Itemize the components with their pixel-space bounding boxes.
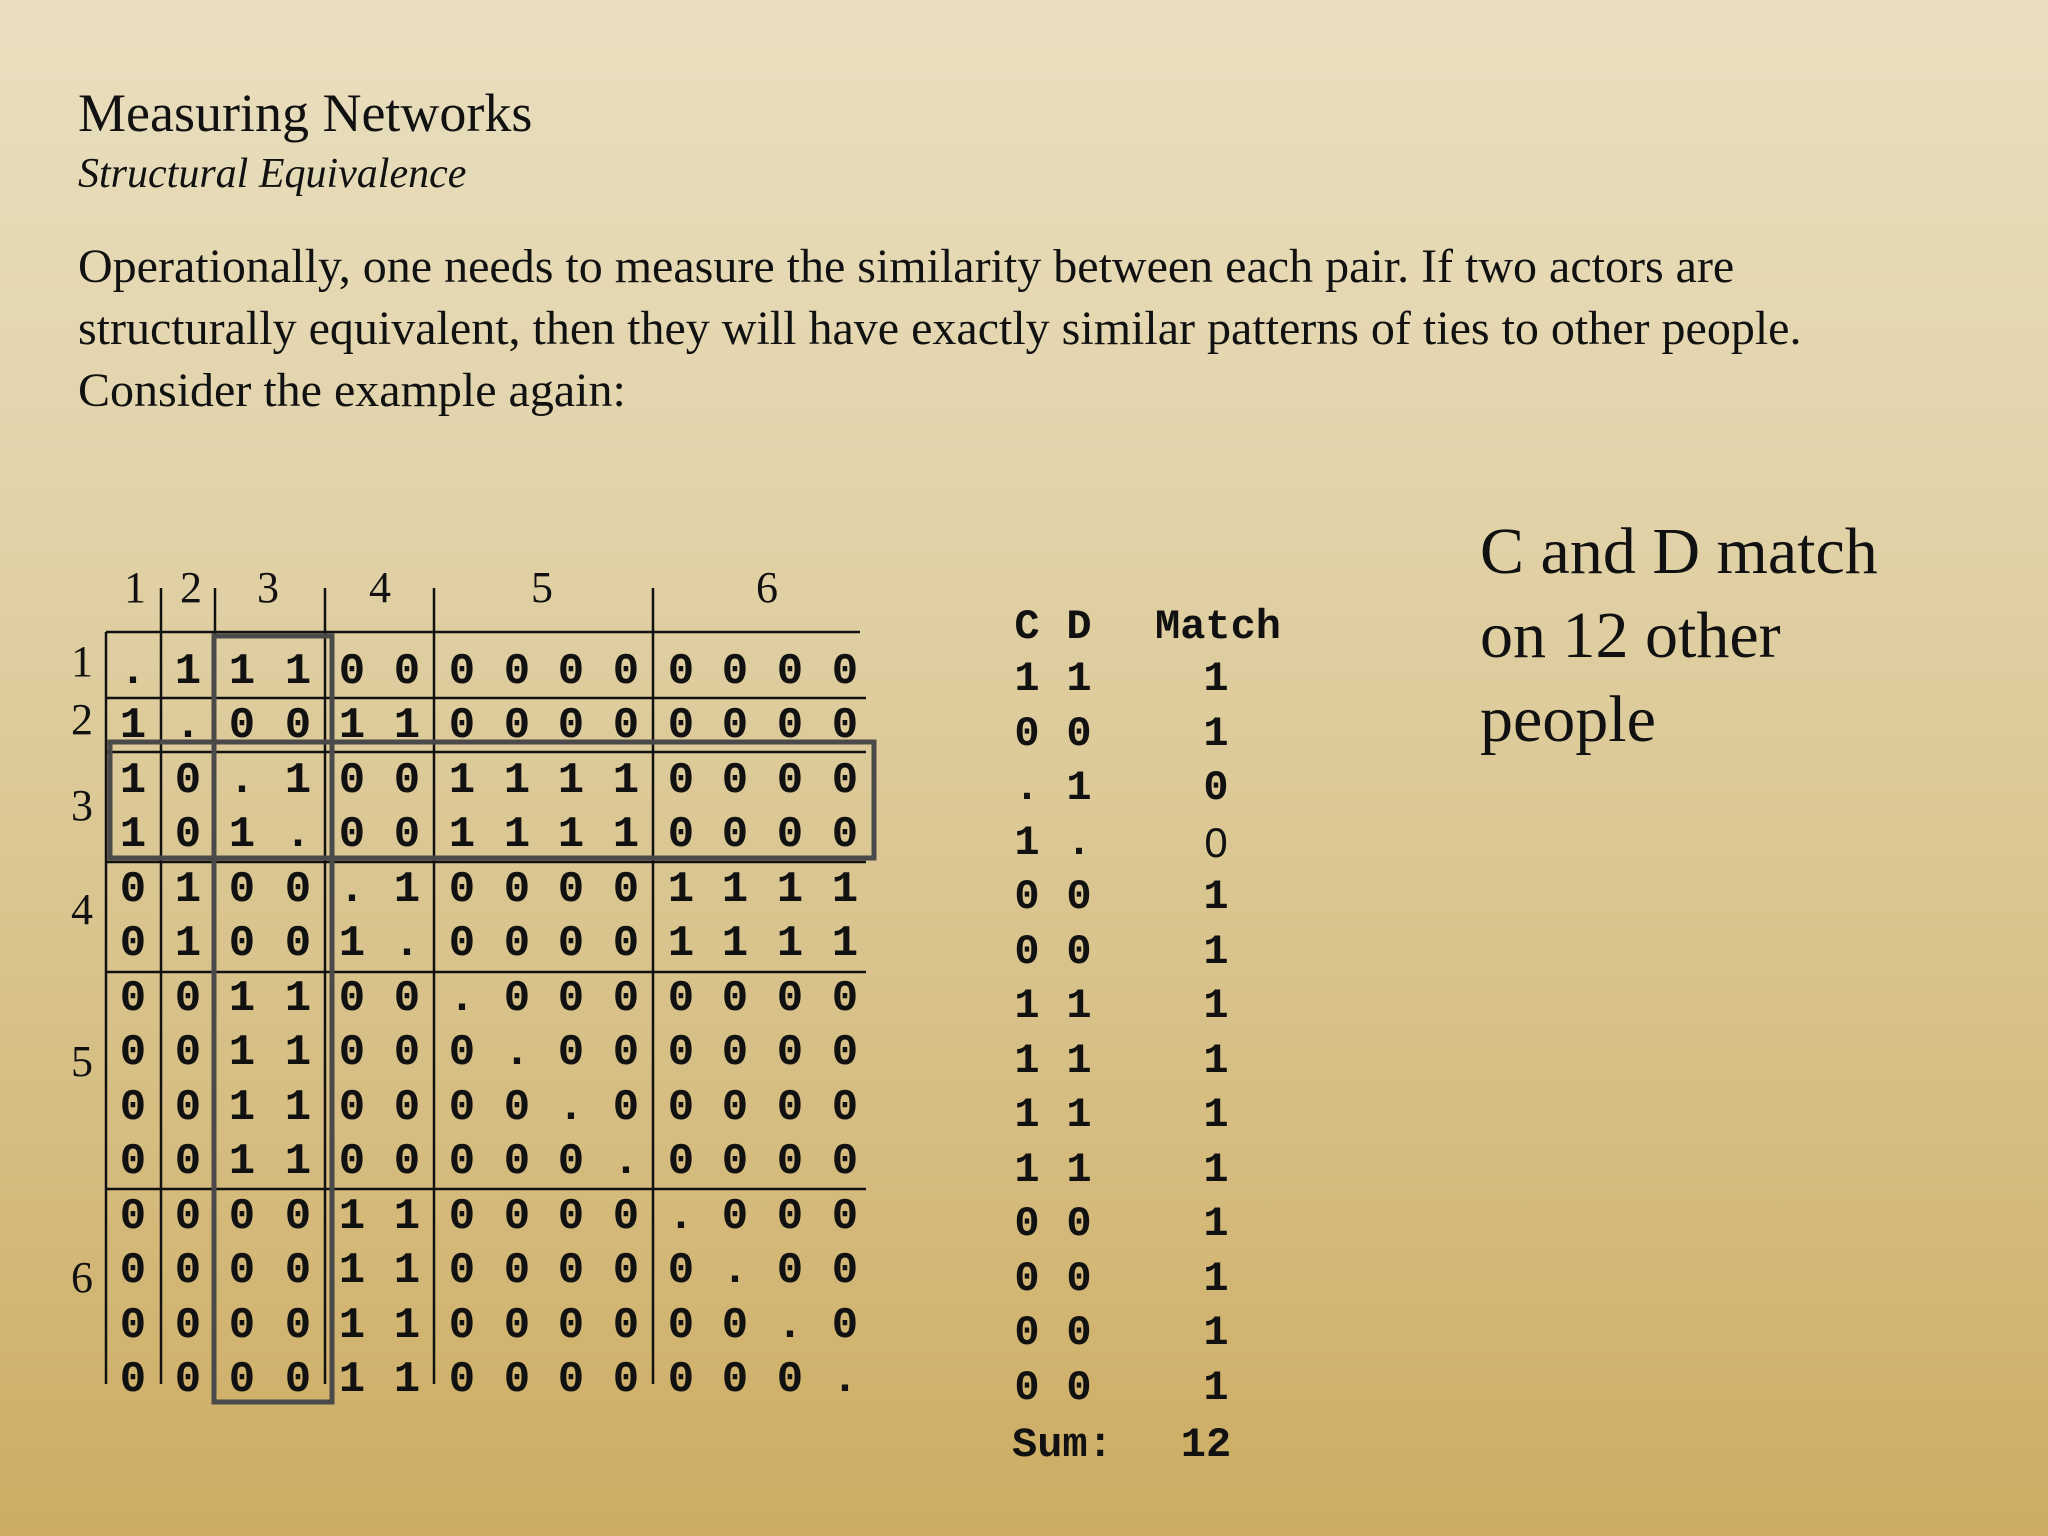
match-value: 1 <box>1203 873 1229 921</box>
match-value: 1 <box>1203 655 1229 703</box>
matrix-cell: . <box>776 1301 804 1351</box>
paragraph-line: structurally equivalent, then they will have exactly similar patterns of ties to other people. <box>78 302 1802 355</box>
matrix-cell: 1 <box>448 810 476 860</box>
slide-title: Measuring Networks <box>78 83 533 143</box>
matrix-cell: 0 <box>776 810 804 860</box>
matrix-cell: 0 <box>448 1028 476 1078</box>
matrix-cell: 0 <box>338 1083 366 1133</box>
matrix-cell: 0 <box>831 701 859 751</box>
matrix-cell: 1 <box>174 919 202 969</box>
matrix-cell: 0 <box>448 1355 476 1405</box>
slide-subtitle: Structural Equivalence <box>78 151 467 197</box>
matrix-cell: 0 <box>667 1137 695 1187</box>
matrix-cell: 0 <box>393 647 421 697</box>
matrix-cell: . <box>228 756 256 806</box>
header-d: D <box>1066 603 1092 651</box>
matrix-cell: 0 <box>557 1355 585 1405</box>
matrix-cell: 0 <box>119 919 147 969</box>
matrix-cell: 0 <box>174 1355 202 1405</box>
matrix-cell: 1 <box>119 756 147 806</box>
matrix-cell: 0 <box>667 974 695 1024</box>
row-group-number: 4 <box>71 885 93 934</box>
match-d-value: 1 <box>1066 1091 1092 1139</box>
matrix-cell: 0 <box>721 1083 749 1133</box>
matrix-cell: 0 <box>448 1083 476 1133</box>
matrix-cell: 0 <box>776 1192 804 1242</box>
matrix-cell: 1 <box>338 1301 366 1351</box>
match-value: 1 <box>1203 1200 1229 1248</box>
matrix-cell: 0 <box>393 1083 421 1133</box>
matrix-cell: 0 <box>503 701 531 751</box>
matrix-cell: 0 <box>284 701 312 751</box>
matrix-cell: 0 <box>557 919 585 969</box>
matrix-cell: . <box>119 647 147 697</box>
matrix-cell: 1 <box>721 865 749 915</box>
matrix-cell: 0 <box>393 974 421 1024</box>
match-d-value: 0 <box>1066 927 1092 976</box>
match-c-value: 0 <box>1014 873 1040 921</box>
match-c-value: 0 <box>1014 927 1040 976</box>
matrix-cell: 0 <box>174 1137 202 1187</box>
matrix-cell: 0 <box>174 1028 202 1078</box>
sum-label: Sum: <box>1012 1421 1113 1469</box>
matrix-cell: 0 <box>503 865 531 915</box>
matrix-cell: 0 <box>228 865 256 915</box>
matrix-cell: 0 <box>776 647 804 697</box>
match-value: 1 <box>1203 1254 1229 1303</box>
row-group-number: 2 <box>71 695 93 744</box>
match-d-value: 1 <box>1066 1145 1092 1194</box>
row-group-number: 5 <box>71 1037 93 1086</box>
match-c-value: 0 <box>1014 1200 1040 1248</box>
match-c-value: 0 <box>1014 1363 1040 1412</box>
matrix-cell: 1 <box>284 647 312 697</box>
matrix-cell: 0 <box>831 974 859 1024</box>
match-value: 0 <box>1204 818 1228 866</box>
header-match: Match <box>1154 603 1282 651</box>
match-d-value: 1 <box>1066 655 1092 703</box>
matrix-cell: 0 <box>503 1355 531 1405</box>
match-value: 1 <box>1203 982 1229 1030</box>
matrix-cell: . <box>174 701 202 751</box>
match-c-value: . <box>1014 764 1040 812</box>
matrix-cell: 1 <box>503 756 531 806</box>
matrix-cell: 1 <box>667 865 695 915</box>
matrix-cell: 0 <box>721 1137 749 1187</box>
matrix-cell: 0 <box>776 1083 804 1133</box>
matrix-cell: . <box>393 919 421 969</box>
matrix-cell: 0 <box>503 1083 531 1133</box>
matrix-cell: 0 <box>393 810 421 860</box>
matrix-cell: 0 <box>557 865 585 915</box>
matrix-cell: 0 <box>119 1355 147 1405</box>
match-d-value: 0 <box>1066 1200 1092 1248</box>
match-c-value: 1 <box>1014 1145 1040 1194</box>
matrix-cell: 0 <box>776 756 804 806</box>
match-d-value: 0 <box>1066 873 1092 921</box>
matrix-cell: 0 <box>503 919 531 969</box>
matrix-cell: 0 <box>667 1301 695 1351</box>
row-group-number: 6 <box>71 1253 93 1302</box>
matrix-cell: 0 <box>503 974 531 1024</box>
matrix-cell: 1 <box>393 1246 421 1296</box>
matrix-cell: 0 <box>612 974 640 1024</box>
matrix-cell: 0 <box>721 1355 749 1405</box>
matrix-cell: 1 <box>393 701 421 751</box>
matrix-cell: 0 <box>667 701 695 751</box>
paragraph-line: Operationally, one needs to measure the similarity between each pair. If two actors are <box>78 240 1735 293</box>
match-d-value: 1 <box>1066 764 1092 812</box>
matrix-cell: . <box>338 865 366 915</box>
matrix-cell: 1 <box>831 919 859 969</box>
matrix-cell: 1 <box>557 756 585 806</box>
matrix-cell: 0 <box>228 701 256 751</box>
column-group-number: 3 <box>257 563 279 612</box>
matrix-cell: 0 <box>174 1301 202 1351</box>
matrix-cell: 0 <box>228 1301 256 1351</box>
matrix-cell: 0 <box>338 810 366 860</box>
matrix-cell: 0 <box>174 1246 202 1296</box>
column-group-number: 1 <box>124 563 146 612</box>
matrix-cell: 0 <box>557 701 585 751</box>
matrix-cell: 0 <box>284 1192 312 1242</box>
matrix-cell: 0 <box>831 756 859 806</box>
matrix-cell: 1 <box>338 1246 366 1296</box>
matrix-cell: 0 <box>174 1192 202 1242</box>
matrix-cell: 1 <box>119 810 147 860</box>
matrix-cell: 0 <box>503 647 531 697</box>
matrix-cell: 0 <box>831 810 859 860</box>
matrix-cell: 1 <box>612 756 640 806</box>
callout-line: C and D match <box>1480 515 1878 588</box>
matrix-cell: 0 <box>667 1355 695 1405</box>
matrix-cell: 0 <box>776 1355 804 1405</box>
matrix-cell: 0 <box>119 1301 147 1351</box>
match-c-value: 1 <box>1014 818 1040 867</box>
match-value: 1 <box>1203 1091 1229 1139</box>
matrix-cell: 1 <box>228 647 256 697</box>
matrix-cell: 1 <box>228 810 256 860</box>
matrix-cell: 0 <box>503 1192 531 1242</box>
row-group-number: 3 <box>71 781 93 830</box>
match-value: 1 <box>1203 1363 1229 1412</box>
matrix-cell: 0 <box>721 647 749 697</box>
matrix-cell: 1 <box>174 647 202 697</box>
matrix-cell: 1 <box>338 1192 366 1242</box>
matrix-cell: 0 <box>448 1301 476 1351</box>
matrix-cell: 0 <box>831 1192 859 1242</box>
matrix-cell: . <box>831 1355 859 1405</box>
matrix-cell: 0 <box>448 919 476 969</box>
matrix-cell: 0 <box>721 1028 749 1078</box>
match-d-value: 0 <box>1066 1254 1092 1303</box>
matrix-cell: 1 <box>393 1355 421 1405</box>
paragraph-line: Consider the example again: <box>78 364 626 417</box>
matrix-cell: 1 <box>831 865 859 915</box>
matrix-cell: 1 <box>284 1137 312 1187</box>
matrix-cell: 0 <box>831 1083 859 1133</box>
match-d-value: 1 <box>1066 1036 1092 1085</box>
matrix-cell: . <box>503 1028 531 1078</box>
match-c-value: 1 <box>1014 982 1040 1030</box>
matrix-cell: 0 <box>503 1246 531 1296</box>
matrix-cell: 0 <box>612 1355 640 1405</box>
matrix-cell: 0 <box>228 1192 256 1242</box>
match-c-value: 1 <box>1014 655 1040 703</box>
matrix-cell: 0 <box>119 1246 147 1296</box>
matrix-cell: 0 <box>612 1028 640 1078</box>
matrix-cell: 0 <box>503 1137 531 1187</box>
matrix-cell: 0 <box>174 810 202 860</box>
matrix-cell: 0 <box>503 1301 531 1351</box>
matrix-cell: 1 <box>393 1301 421 1351</box>
matrix-cell: 0 <box>393 756 421 806</box>
match-value: 1 <box>1203 709 1229 758</box>
match-value: 0 <box>1203 764 1229 812</box>
matrix-cell: 0 <box>612 865 640 915</box>
matrix-cell: 1 <box>393 865 421 915</box>
match-value: 1 <box>1203 1036 1229 1085</box>
matrix-cell: 0 <box>174 974 202 1024</box>
matrix-cell: 0 <box>831 1246 859 1296</box>
matrix-cell: 0 <box>174 1083 202 1133</box>
matrix-cell: 1 <box>338 919 366 969</box>
matrix-cell: 1 <box>338 1355 366 1405</box>
matrix-cell: 0 <box>557 1137 585 1187</box>
matrix-cell: 1 <box>557 810 585 860</box>
matrix-cell: 1 <box>721 919 749 969</box>
matrix-cell: 0 <box>284 919 312 969</box>
matrix-cell: 0 <box>119 1192 147 1242</box>
matrix-cell: 0 <box>448 647 476 697</box>
matrix-cell: . <box>721 1246 749 1296</box>
matrix-cell: 0 <box>721 810 749 860</box>
matrix-cell: 1 <box>776 919 804 969</box>
matrix-cell: 1 <box>338 701 366 751</box>
match-d-value: 0 <box>1066 1309 1092 1357</box>
callout-text <box>1480 510 1878 762</box>
matrix-cell: 0 <box>557 1028 585 1078</box>
matrix-cell: 0 <box>338 974 366 1024</box>
matrix-cell: 0 <box>228 1246 256 1296</box>
matrix-cell: 0 <box>448 1192 476 1242</box>
matrix-cell: 0 <box>831 647 859 697</box>
matrix-cell: 0 <box>448 1137 476 1187</box>
matrix-cell: 0 <box>228 919 256 969</box>
matrix-cell: 0 <box>119 1028 147 1078</box>
matrix-cell: 0 <box>448 701 476 751</box>
matrix-cell: 0 <box>721 974 749 1024</box>
matrix-cell: 0 <box>612 919 640 969</box>
matrix-cell: 0 <box>119 974 147 1024</box>
matrix-cell: . <box>612 1137 640 1187</box>
header-c: C <box>1014 603 1040 651</box>
matrix-cell: 0 <box>667 810 695 860</box>
matrix-cell: 0 <box>721 1192 749 1242</box>
matrix-cell: 1 <box>393 1192 421 1242</box>
matrix-cell: 0 <box>393 1028 421 1078</box>
matrix-cell: 0 <box>667 1028 695 1078</box>
matrix-cell: 0 <box>612 1246 640 1296</box>
callout-line: people <box>1480 683 1656 756</box>
match-d-value: 0 <box>1066 1363 1092 1412</box>
matrix-cell: 0 <box>119 1083 147 1133</box>
matrix-cell: 1 <box>228 974 256 1024</box>
matrix-cell: 0 <box>338 1028 366 1078</box>
match-c-value: 1 <box>1014 1036 1040 1085</box>
match-d-value: 0 <box>1066 709 1092 758</box>
matrix-cell: 0 <box>612 701 640 751</box>
match-value: 1 <box>1203 1309 1229 1357</box>
callout-line: on 12 other <box>1480 599 1781 672</box>
matrix-cell: 0 <box>667 647 695 697</box>
match-c-value: 0 <box>1014 1254 1040 1303</box>
matrix-cell: 0 <box>119 1137 147 1187</box>
matrix-cell: 0 <box>831 1301 859 1351</box>
matrix-cell: 0 <box>557 647 585 697</box>
matrix-cell: 0 <box>667 1246 695 1296</box>
matrix-cell: 0 <box>612 1192 640 1242</box>
matrix-cell: 0 <box>284 1355 312 1405</box>
match-value: 1 <box>1203 927 1229 976</box>
matrix-cell: 0 <box>776 1246 804 1296</box>
matrix-cell: 0 <box>284 1246 312 1296</box>
matrix-cell: 1 <box>503 810 531 860</box>
matrix-cell: 0 <box>284 1301 312 1351</box>
matrix-cell: 0 <box>557 974 585 1024</box>
matrix-cell: 0 <box>338 647 366 697</box>
matrix-cell: 1 <box>776 865 804 915</box>
matrix-cell: 1 <box>284 1083 312 1133</box>
column-group-number: 5 <box>531 563 553 612</box>
matrix-cell: 1 <box>667 919 695 969</box>
matrix-cell: 0 <box>721 701 749 751</box>
matrix-cell: 0 <box>448 1246 476 1296</box>
matrix-cell: . <box>557 1083 585 1133</box>
column-group-number: 6 <box>756 563 778 612</box>
match-value: 1 <box>1203 1145 1229 1194</box>
sum-value: 12 <box>1180 1421 1232 1469</box>
matrix-cell: 0 <box>667 1083 695 1133</box>
matrix-cell: . <box>284 810 312 860</box>
matrix-cell: 0 <box>393 1137 421 1187</box>
matrix-cell: 0 <box>721 756 749 806</box>
matrix-cell: . <box>448 974 476 1024</box>
matrix-cell: 1 <box>284 974 312 1024</box>
matrix-cell: 0 <box>448 865 476 915</box>
matrix-cell: 1 <box>228 1028 256 1078</box>
matrix-cell: 0 <box>612 1301 640 1351</box>
matrix-cell: 1 <box>228 1083 256 1133</box>
match-c-value: 0 <box>1014 1309 1040 1357</box>
matrix-cell: 0 <box>776 1028 804 1078</box>
matrix-cell: 0 <box>174 756 202 806</box>
matrix-cell: 0 <box>831 1137 859 1187</box>
matrix-cell: 0 <box>557 1246 585 1296</box>
matrix-cell: 0 <box>776 1137 804 1187</box>
matrix-cell: 1 <box>448 756 476 806</box>
matrix-cell: 1 <box>119 701 147 751</box>
matrix-cell: 0 <box>338 756 366 806</box>
matrix-cell: 1 <box>284 1028 312 1078</box>
matrix-cell: 0 <box>667 756 695 806</box>
matrix-cell: 1 <box>284 756 312 806</box>
match-d-value: 1 <box>1066 982 1092 1030</box>
matrix-cell: 0 <box>557 1192 585 1242</box>
matrix-cell: 1 <box>228 1137 256 1187</box>
row-group-number: 1 <box>71 637 93 686</box>
matrix-cell: 1 <box>612 810 640 860</box>
matrix-cell: 0 <box>228 1355 256 1405</box>
match-c-value: 1 <box>1014 1091 1040 1139</box>
matrix-cell: 0 <box>831 1028 859 1078</box>
matrix-cell: 0 <box>119 865 147 915</box>
matrix-cell: 1 <box>174 865 202 915</box>
matrix-cell: 0 <box>721 1301 749 1351</box>
matrix-cell: 0 <box>612 1083 640 1133</box>
matrix-cell: 0 <box>776 974 804 1024</box>
matrix-cell: 0 <box>284 865 312 915</box>
matrix-cell: 0 <box>776 701 804 751</box>
matrix-cell: . <box>667 1192 695 1242</box>
column-group-number: 2 <box>180 563 202 612</box>
matrix-cell: 0 <box>338 1137 366 1187</box>
match-c-value: 0 <box>1014 709 1040 758</box>
column-group-number: 4 <box>369 563 391 612</box>
matrix-cell: 0 <box>612 647 640 697</box>
matrix-cell: 0 <box>557 1301 585 1351</box>
match-d-value: . <box>1066 818 1092 867</box>
